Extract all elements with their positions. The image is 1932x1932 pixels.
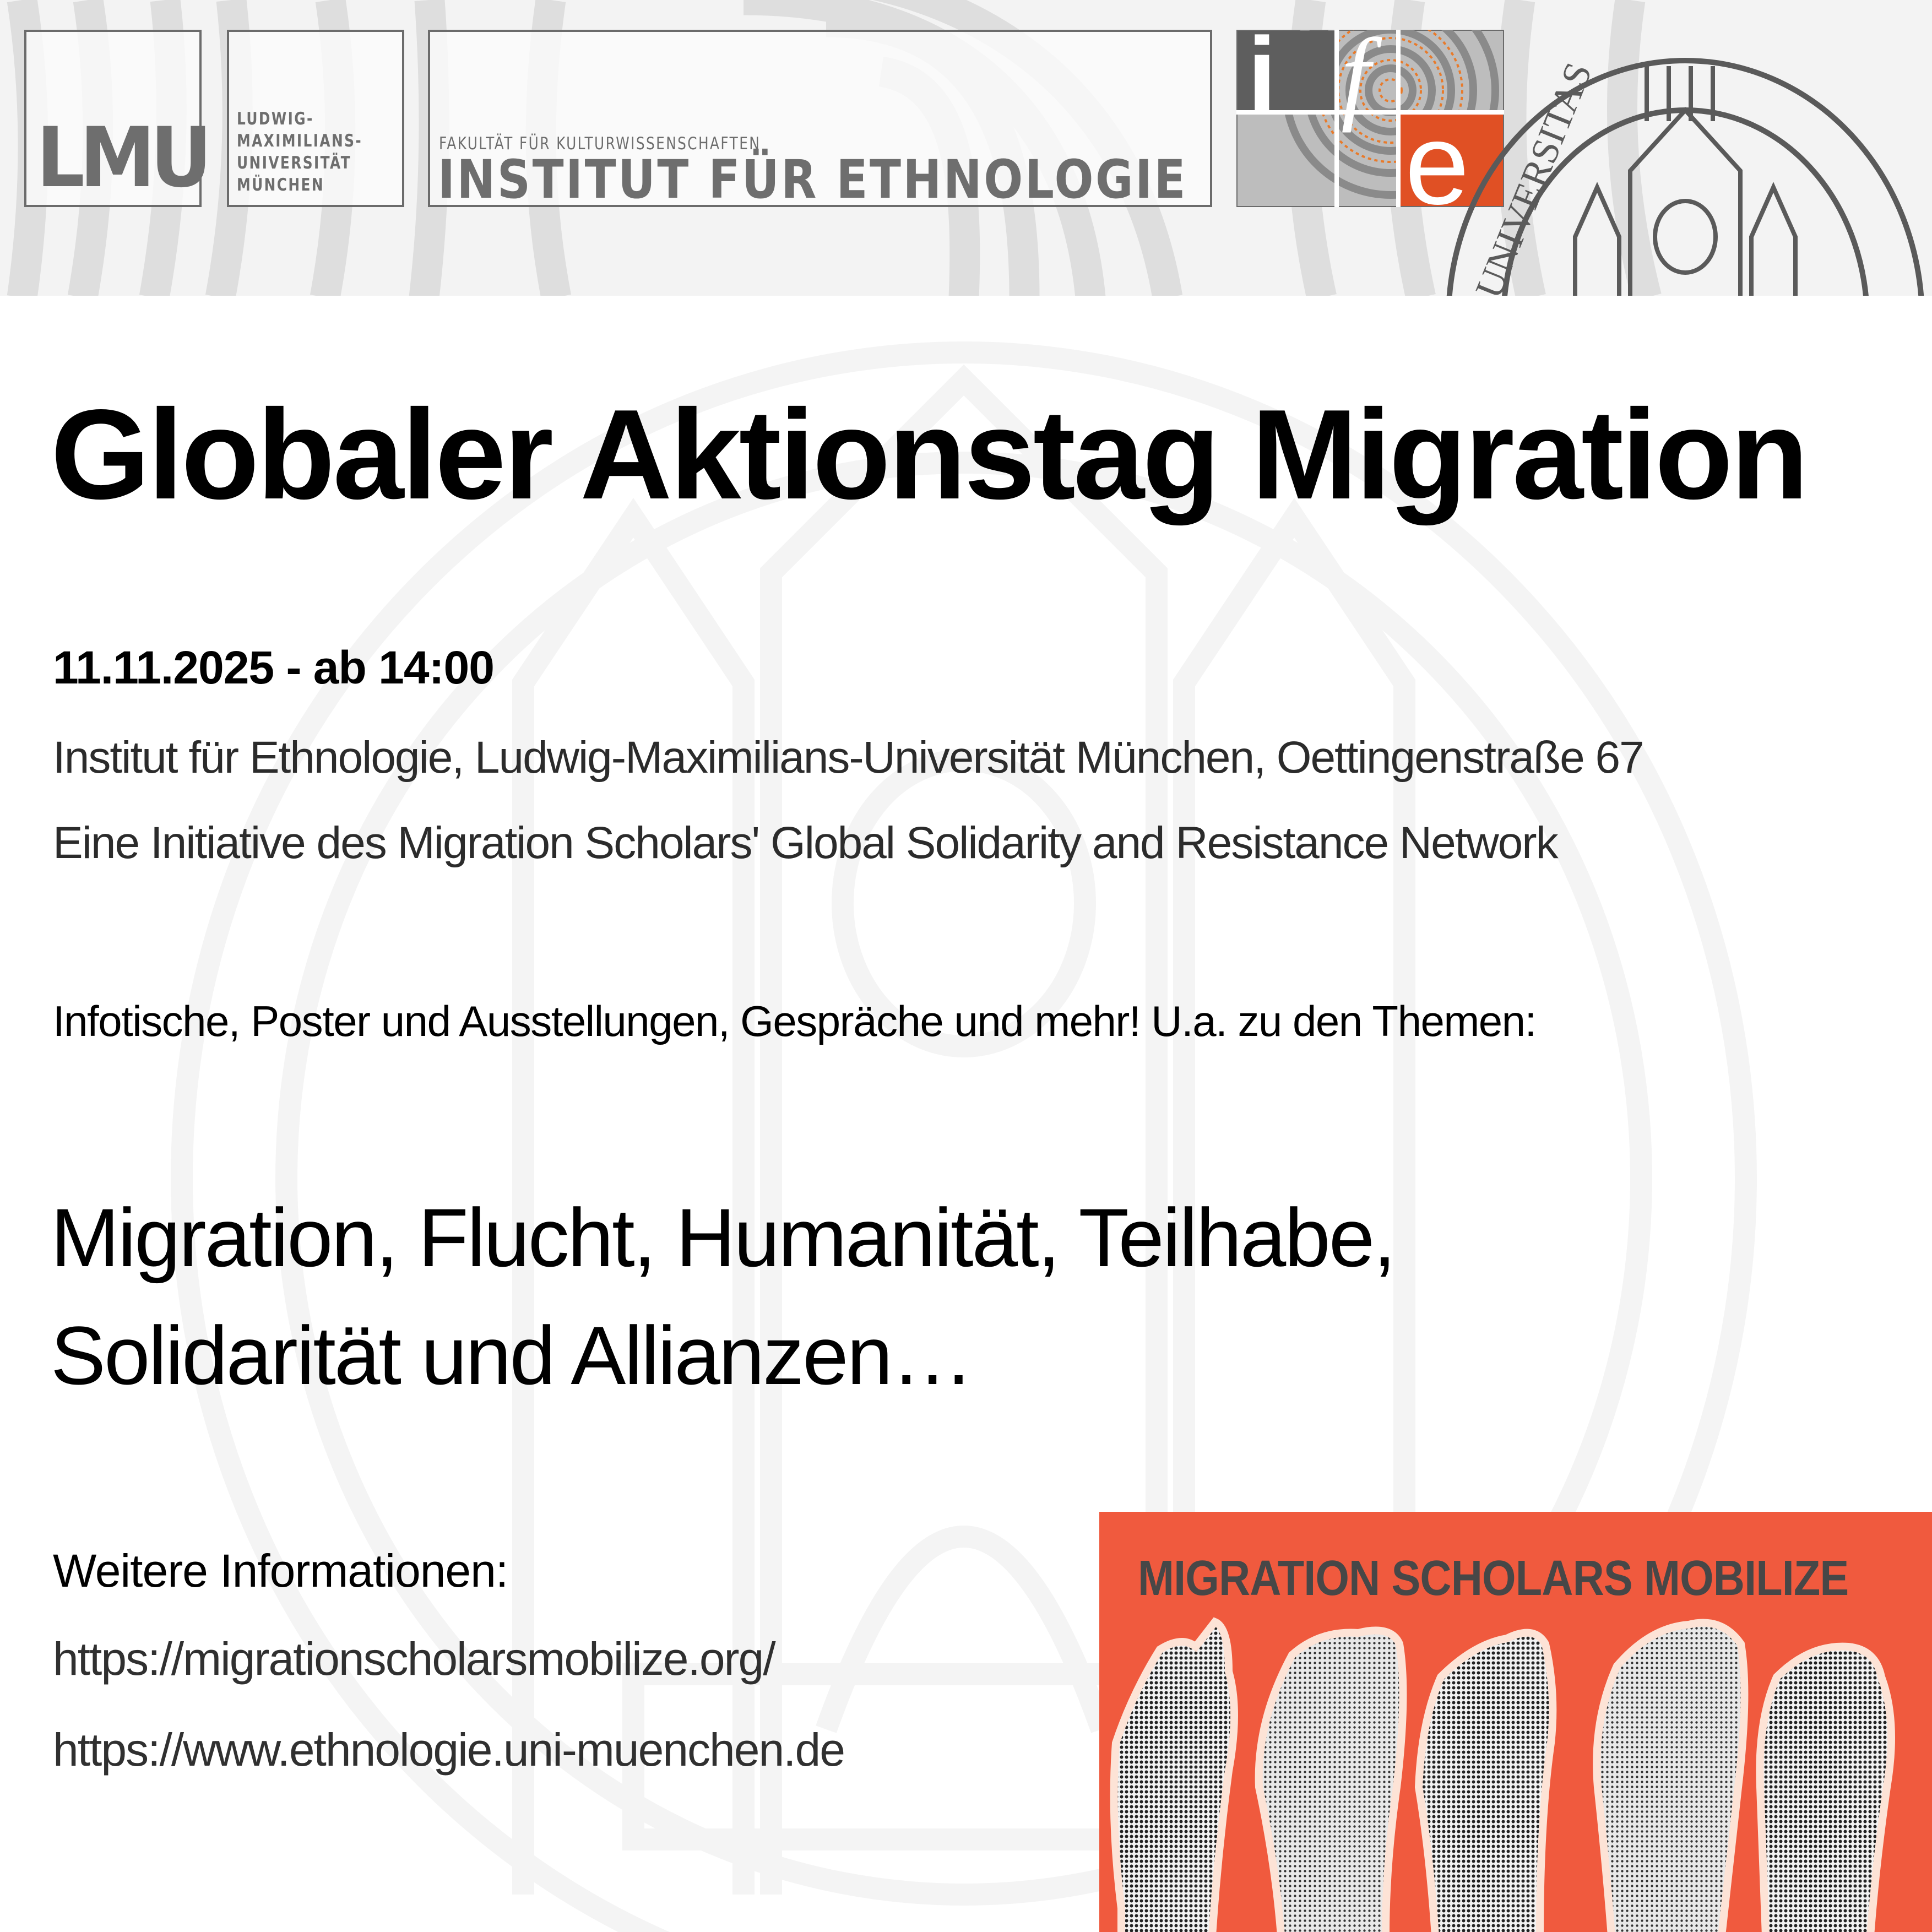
migration-scholars-mobilize-image [1099, 1512, 1932, 1932]
lmu-name-logo [227, 30, 404, 207]
themes-line-2: Solidarität und Allianzen… [51, 1309, 973, 1402]
event-activities: Infotische, Poster und Ausstellungen, Gespräche und mehr! U.a. zu den Themen: [53, 997, 1536, 1045]
svg-text:f: f [1341, 30, 1370, 133]
lmu-name-text: LUDWIG- MAXIMILIANS- UNIVERSITÄT MÜNCHEN [237, 109, 363, 195]
faculty-name: FAKULTÄT FÜR KULTURWISSENSCHAFTEN [439, 134, 761, 154]
event-location: Institut für Ethnologie, Ludwig-Maximilians-Universität München, Oettingenstraße 67 [53, 732, 1643, 783]
event-themes [51, 1179, 1394, 1414]
event-datetime: 11.11.2025 - ab 14:00 [53, 642, 494, 693]
svg-text:UNIVERSITAS: UNIVERSITAS [1467, 57, 1600, 305]
more-info-label: Weitere Informationen: [53, 1545, 508, 1597]
lmu-wordmark: LMU [36, 110, 207, 206]
header-band [0, 0, 1932, 305]
event-initiative: Eine Initiative des Migration Scholars' Global Solidarity and Resistance Network [53, 818, 1557, 868]
themes-line-1: Migration, Flucht, Humanität, Teilhabe, [51, 1191, 1394, 1284]
lmu-logo [24, 30, 207, 207]
institute-name: INSTITUT FÜR ETHNOLOGIE [438, 149, 1188, 210]
svg-text:i: i [1247, 30, 1277, 133]
link-migrationscholarsmobilize[interactable]: https://migrationscholarsmobilize.org/ [53, 1633, 775, 1685]
link-ethnologie-lmu[interactable]: https://www.ethnologie.uni-muenchen.de [53, 1724, 844, 1776]
svg-text:e: e [1405, 99, 1469, 207]
university-seal-icon [1410, 44, 1932, 305]
event-title: Globaler Aktionstag Migration [51, 383, 1807, 526]
msm-title: MIGRATION SCHOLARS MOBILIZE [1138, 1551, 1849, 1606]
institute-logo [428, 30, 1212, 210]
